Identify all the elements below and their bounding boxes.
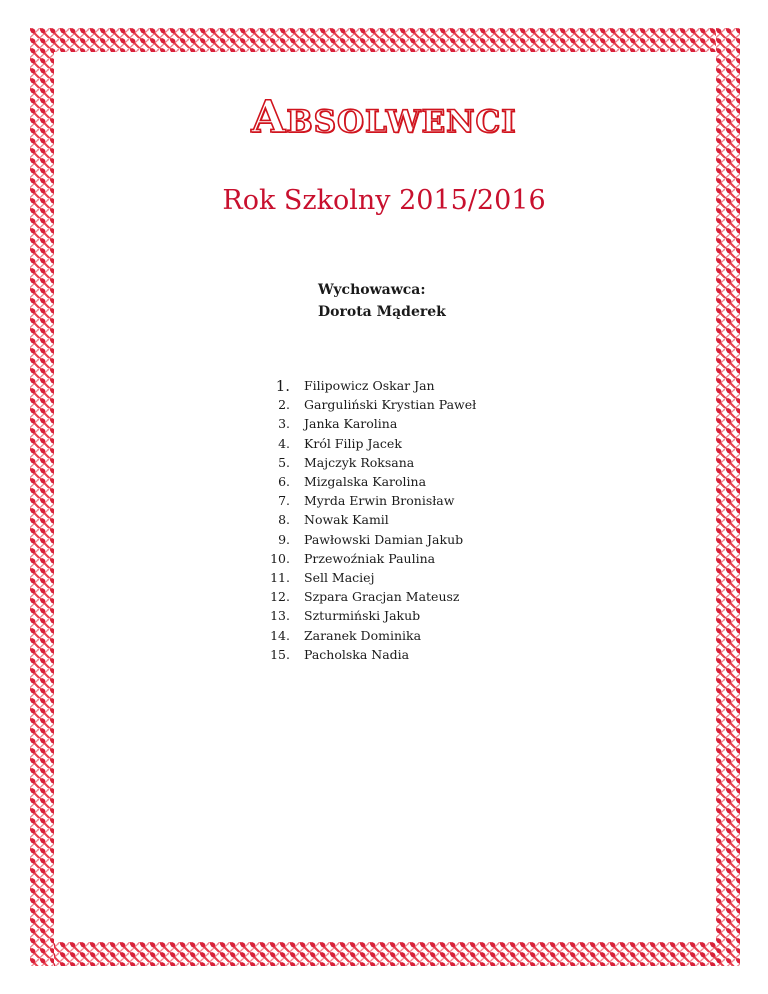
list-item (260, 606, 620, 625)
list-item (260, 491, 620, 510)
student-name: Sell Maciej (304, 569, 375, 585)
list-item (260, 587, 620, 606)
student-name: Przewoźniak Paulina (304, 550, 436, 566)
list-item (260, 568, 620, 587)
student-name: Myrda Erwin Bronisław (304, 493, 455, 509)
student-name: Janka Karolina (304, 416, 398, 432)
student-name: Mizgalska Karolina (304, 474, 427, 490)
list-number: 9. (278, 531, 290, 547)
teacher-name: Dorota Mąderek (318, 304, 446, 320)
student-list (260, 376, 620, 664)
list-item (260, 549, 620, 568)
teacher-label: Wychowawca: (318, 282, 426, 298)
list-number: 14. (270, 627, 290, 643)
list-number: 8. (278, 512, 290, 528)
list-number: 3. (278, 416, 290, 432)
list-item (260, 645, 620, 664)
list-item (260, 510, 620, 529)
list-number: 5. (278, 454, 290, 470)
decorative-border-right (716, 28, 740, 966)
list-number: 7. (278, 493, 290, 509)
student-name: Pacholska Nadia (304, 646, 410, 662)
student-name: Zaranek Dominika (304, 627, 422, 643)
student-name: Pawłowski Damian Jakub (304, 531, 464, 547)
list-number: 4. (278, 435, 290, 451)
student-name: Nowak Kamil (304, 512, 389, 528)
list-number: 13. (270, 608, 290, 624)
page-title: Absolwenci (251, 92, 517, 143)
list-item (260, 414, 620, 433)
student-name: Szturmiński Jakub (304, 608, 421, 624)
student-name: Filipowicz Oskar Jan (304, 378, 435, 394)
school-year-subtitle: Rok Szkolny 2015/2016 (222, 185, 546, 216)
list-item (260, 434, 620, 453)
list-number: 15. (270, 646, 290, 662)
student-name: Król Filip Jacek (304, 435, 402, 451)
decorative-border-left (30, 28, 54, 966)
list-item (260, 395, 620, 414)
list-item (260, 625, 620, 644)
list-number: 6. (278, 474, 290, 490)
list-number: 12. (270, 589, 290, 605)
list-number: 1. (275, 376, 290, 395)
list-item (260, 530, 620, 549)
list-number: 10. (270, 550, 290, 566)
list-number: 11. (270, 569, 290, 585)
list-item (260, 453, 620, 472)
list-item (260, 376, 620, 395)
list-number: 2. (278, 397, 290, 413)
student-name: Szpara Gracjan Mateusz (304, 589, 460, 605)
list-item (260, 472, 620, 491)
student-name: Garguliński Krystian Paweł (304, 397, 477, 413)
decorative-border-bottom (30, 942, 740, 966)
decorative-border-top (30, 28, 740, 52)
student-name: Majczyk Roksana (304, 454, 415, 470)
